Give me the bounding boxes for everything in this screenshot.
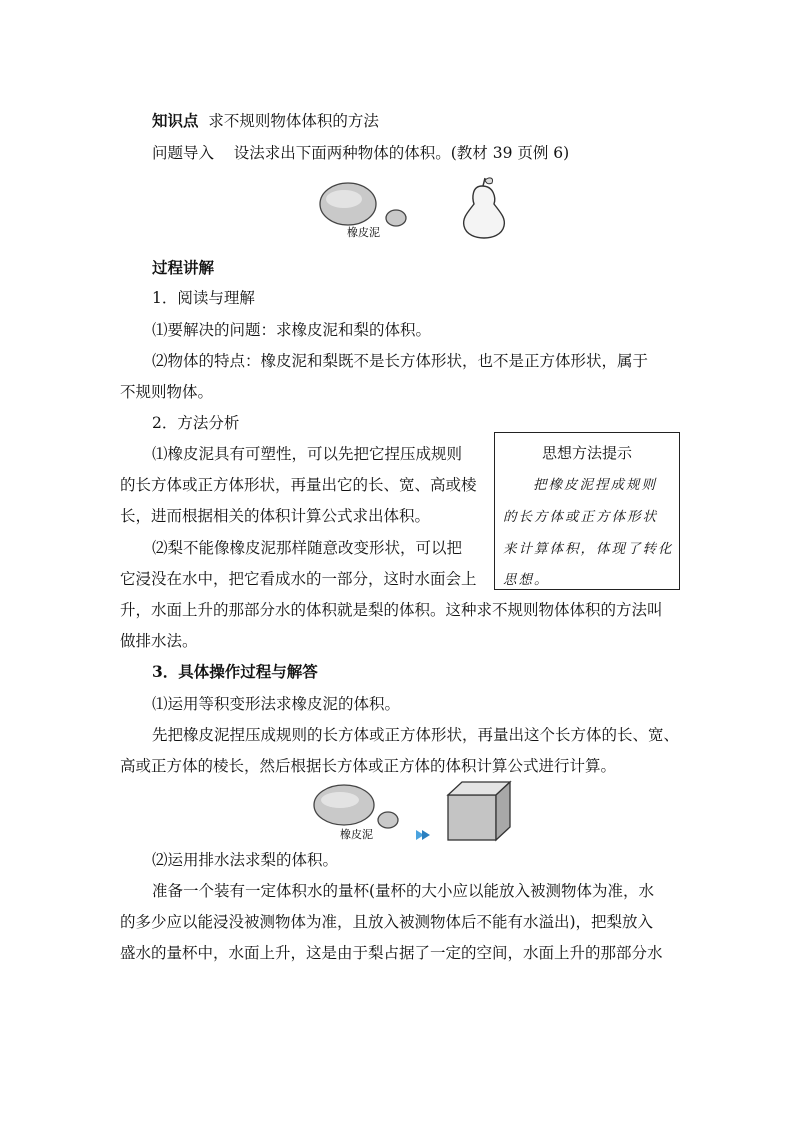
intro-line	[152, 143, 569, 163]
s2-p2-l2: 它浸没在水中，把它看成水的一部分，这时水面会上	[120, 570, 477, 588]
s3-p4-l3: 盛水的量杯中，水面上升，这是由于梨占据了一定的空间，水面上升的那部分水	[120, 944, 663, 962]
s3-p4-l1: 准备一个装有一定体积水的量杯(量杯的大小应以能放入被测物体为准，水	[152, 882, 655, 900]
s3-p2-l1: 先把橡皮泥捏压成规则的长方体或正方体形状，再量出这个长方体的长、宽、	[152, 726, 680, 744]
s2-p2-l1: ⑵梨不能像橡皮泥那样随意改变形状，可以把	[152, 539, 463, 557]
clay-lump-icon	[320, 183, 406, 226]
s1-p2-l2: 不规则物体。	[120, 383, 214, 401]
s3-p4-l2: 的多少应以能浸没被测物体为准，且放入被测物体后不能有水溢出)，把梨放入	[120, 913, 654, 931]
s2-p2-l4: 做排水法。	[120, 632, 198, 650]
figure-clay-to-cube	[310, 780, 520, 844]
s1-p1: ⑴要解决的问题：求橡皮泥和梨的体积。	[152, 321, 432, 339]
pear-icon	[464, 178, 505, 238]
process-title: 过程讲解	[152, 258, 215, 277]
tip-box-line-1: 把橡皮泥捏成规则	[533, 477, 657, 493]
arrow-right-icon	[416, 830, 430, 840]
s2-title: 2．方法分析	[152, 414, 240, 432]
tip-box-line-3: 来计算体积，体现了转化	[503, 541, 674, 557]
s3-p3: ⑵运用排水法求梨的体积。	[152, 851, 339, 869]
s3-p2-l2: 高或正方体的棱长，然后根据长方体或正方体的体积计算公式进行计算。	[120, 757, 617, 775]
heading-label: 知识点	[152, 111, 199, 130]
s2-p1-l3: 长，进而根据相关的体积计算公式求出体积。	[120, 507, 431, 525]
intro-label: 问题导入	[152, 144, 215, 162]
figure-clay-and-pear	[316, 172, 512, 244]
tip-box-title: 思想方法提示	[541, 444, 632, 462]
section-heading	[152, 111, 379, 131]
s2-p2-l3: 升，水面上升的那部分水的体积就是梨的体积。这种求不规则物体体积的方法叫	[120, 601, 663, 619]
figure1-clay-label: 橡皮泥	[347, 226, 380, 239]
heading-title: 求不规则物体体积的方法	[208, 112, 379, 130]
s2-p1-l1: ⑴橡皮泥具有可塑性，可以先把它捏压成规则	[152, 445, 463, 463]
cube-icon	[448, 782, 510, 840]
s2-p1-l2: 的长方体或正方体形状，再量出它的长、宽、高或棱	[120, 476, 477, 494]
s3-title: 3．具体操作过程与解答	[152, 662, 318, 681]
tip-box	[494, 432, 680, 590]
tip-box-line-4: 思想。	[503, 572, 550, 588]
s1-title: 1．阅读与理解	[152, 289, 255, 307]
clay-lump-icon	[314, 785, 398, 828]
s1-p2-l1: ⑵物体的特点：橡皮泥和梨既不是长方体形状，也不是正方体形状，属于	[152, 352, 649, 370]
s3-p1: ⑴运用等积变形法求橡皮泥的体积。	[152, 695, 401, 713]
intro-text: 设法求出下面两种物体的体积。(教材 39 页例 6)	[233, 144, 570, 162]
tip-box-line-2: 的长方体或正方体形状	[503, 509, 658, 525]
figure2-clay-label: 橡皮泥	[340, 828, 373, 841]
